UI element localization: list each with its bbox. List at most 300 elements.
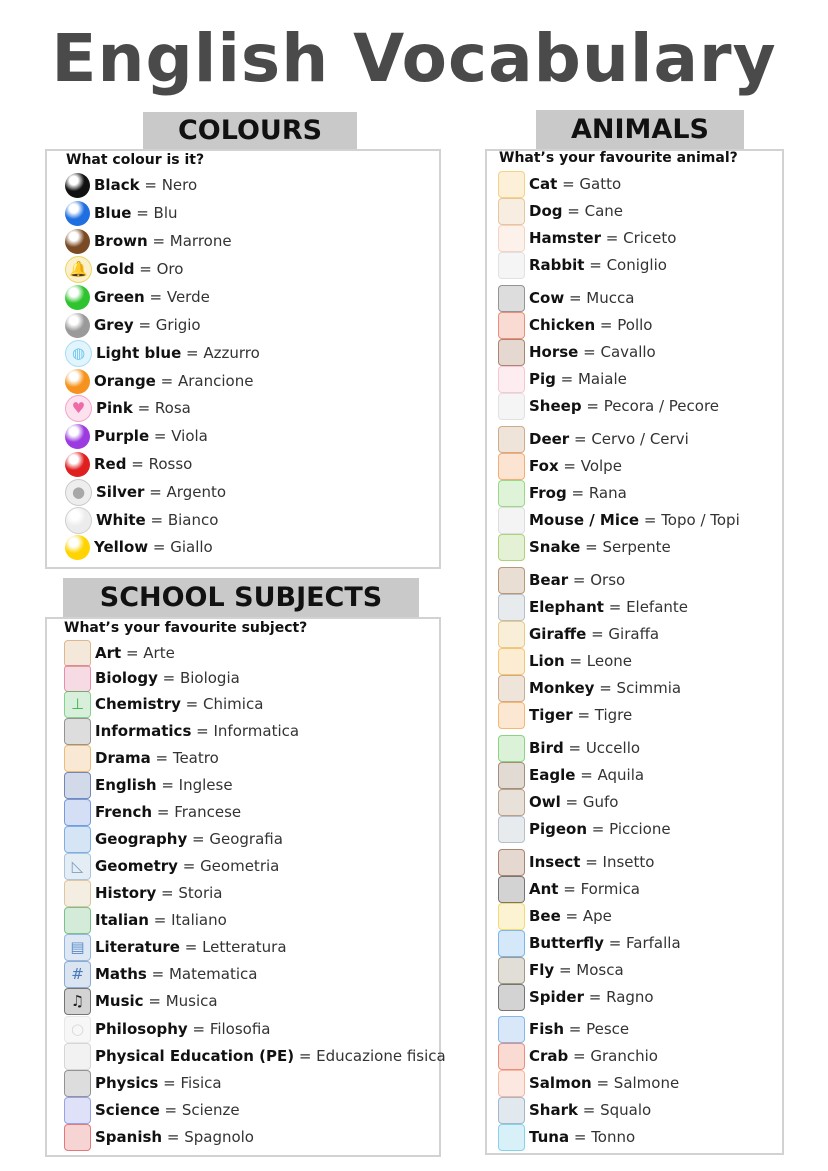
giraffe-icon <box>498 621 525 648</box>
globe-icon: ◍ <box>65 340 92 367</box>
english-word: Cat <box>529 175 558 193</box>
equals-sign: = <box>594 679 617 697</box>
school-row-literature <box>64 934 287 960</box>
bee-icon <box>498 903 525 930</box>
crab-icon <box>498 1043 525 1070</box>
italian-word: Storia <box>178 884 223 902</box>
english-word: Fly <box>529 961 555 979</box>
equals-sign: = <box>584 988 607 1006</box>
cockroach-icon <box>498 849 525 876</box>
italian-word: Serpente <box>602 538 671 556</box>
colours-row-pink <box>65 395 191 421</box>
english-word: Sheep <box>529 397 582 415</box>
animals-row-monkey <box>498 675 681 701</box>
english-word: Eagle <box>529 766 576 784</box>
italian-word: Gufo <box>582 793 619 811</box>
animals-row-owl <box>498 789 618 815</box>
orange-circle-icon <box>65 369 90 394</box>
italian-word: Arte <box>143 644 175 662</box>
equals-sign: = <box>156 884 179 902</box>
animals-row-fly <box>498 957 624 983</box>
equals-sign: = <box>577 1101 601 1119</box>
equals-sign: = <box>155 372 178 390</box>
school-row-physical-education-pe <box>64 1043 446 1069</box>
equals-sign: = <box>587 820 610 838</box>
equals-sign: = <box>131 204 154 222</box>
equals-sign: = <box>603 934 627 952</box>
equals-sign: = <box>569 1128 592 1146</box>
animals-row-horse <box>498 339 656 365</box>
equals-sign: = <box>578 343 601 361</box>
equals-sign: = <box>157 669 180 687</box>
sheep-icon <box>498 393 525 420</box>
school-row-french <box>64 799 241 825</box>
english-word: Horse <box>529 343 579 361</box>
animals-row-shark <box>498 1097 651 1123</box>
equals-sign: = <box>149 427 172 445</box>
equals-sign: = <box>156 776 179 794</box>
blue-circle-icon <box>65 201 90 226</box>
grey-circle-icon <box>65 313 90 338</box>
animals-row-bee <box>498 903 612 929</box>
italian-word: Granchio <box>590 1047 658 1065</box>
equals-sign: = <box>121 644 144 662</box>
animals-row-chicken <box>498 312 652 338</box>
italian-word: Aquila <box>597 766 645 784</box>
spider-icon <box>498 984 525 1011</box>
equals-sign: = <box>591 1074 614 1092</box>
english-word: Light blue <box>96 344 182 362</box>
bear-icon <box>498 567 525 594</box>
equals-sign: = <box>558 880 581 898</box>
italian-word: Ape <box>582 907 612 925</box>
equals-sign: = <box>600 229 624 247</box>
english-word: Elephant <box>529 598 604 616</box>
school-row-art <box>64 640 175 666</box>
italian-word: Filosofia <box>209 1020 271 1038</box>
italian-word: Coniglio <box>606 256 667 274</box>
english-word: Giraffe <box>529 625 587 643</box>
english-word: Bee <box>529 907 561 925</box>
school-row-geography <box>64 826 283 852</box>
italian-word: Gatto <box>579 175 622 193</box>
equals-sign: = <box>191 722 214 740</box>
animals-row-giraffe <box>498 621 659 647</box>
equals-sign: = <box>187 1020 210 1038</box>
eagle-icon <box>498 762 525 789</box>
english-word: Bird <box>529 739 564 757</box>
school-row-physics <box>64 1070 222 1096</box>
equals-sign: = <box>562 202 585 220</box>
test-tube-icon: ⊥ <box>64 691 91 718</box>
purple-circle-icon <box>65 424 90 449</box>
english-word: Yellow <box>94 538 149 556</box>
equals-sign: = <box>139 176 162 194</box>
italian-word: Pesce <box>586 1020 630 1038</box>
colours-row-yellow <box>65 534 213 560</box>
colours-row-light-blue <box>65 340 260 366</box>
red-circle-icon <box>65 452 90 477</box>
animals-row-mouse-mice <box>498 507 740 533</box>
animals-row-snake <box>498 534 671 560</box>
animals-row-lion <box>498 648 632 674</box>
english-word: History <box>95 884 157 902</box>
italian-word: Salmone <box>613 1074 680 1092</box>
english-word: Music <box>95 992 144 1010</box>
italian-word: Elefante <box>626 598 689 616</box>
colours-row-grey <box>65 312 201 338</box>
equals-sign: = <box>595 316 618 334</box>
italian-word: Geometria <box>200 857 280 875</box>
equals-sign: = <box>144 483 167 501</box>
animals-row-bird <box>498 735 640 761</box>
equals-sign: = <box>564 289 587 307</box>
spain-flag-icon <box>64 1124 91 1151</box>
snake-icon <box>498 534 525 561</box>
equals-sign: = <box>575 766 598 784</box>
english-word: Black <box>94 176 140 194</box>
animals-row-hamster <box>498 225 676 251</box>
italy-flag-icon <box>64 907 91 934</box>
school-row-italian <box>64 907 227 933</box>
english-word: Chicken <box>529 316 596 334</box>
equals-sign: = <box>147 232 170 250</box>
number-pad-icon: # <box>64 961 91 988</box>
italian-word: Tonno <box>591 1128 636 1146</box>
italian-word: Informatica <box>213 722 300 740</box>
equals-sign: = <box>126 455 149 473</box>
english-word: Pig <box>529 370 556 388</box>
ant-icon <box>498 876 525 903</box>
black-circle-icon <box>65 173 90 198</box>
italian-word: Teatro <box>172 749 219 767</box>
italian-word: Pollo <box>617 316 653 334</box>
english-word: Informatics <box>95 722 192 740</box>
equals-sign: = <box>144 288 167 306</box>
english-word: Silver <box>96 483 145 501</box>
equals-sign: = <box>177 857 201 875</box>
monkey-icon <box>498 675 525 702</box>
equals-sign: = <box>580 853 603 871</box>
animals-row-spider <box>498 984 654 1010</box>
yellow-circle-icon <box>65 535 90 560</box>
page-title: English Vocabulary <box>51 20 777 97</box>
animals-question: What’s your favourite animal? <box>499 150 738 166</box>
english-word: Crab <box>529 1047 569 1065</box>
english-word: Green <box>94 288 145 306</box>
english-word: Literature <box>95 938 180 956</box>
english-word: Mouse / Mice <box>529 511 640 529</box>
italian-word: Topo / Topi <box>661 511 740 529</box>
school-row-chemistry <box>64 691 263 717</box>
colours-row-red <box>65 451 192 477</box>
palette-icon <box>64 640 91 667</box>
deer-icon <box>498 426 525 453</box>
pigeon-icon <box>498 816 525 843</box>
italian-word: Scimmia <box>616 679 682 697</box>
italian-word: Grigio <box>155 316 201 334</box>
english-word: Owl <box>529 793 561 811</box>
animals-row-deer <box>498 426 689 452</box>
italian-word: Biologia <box>179 669 240 687</box>
owl-icon <box>498 789 525 816</box>
italian-word: Giallo <box>170 538 213 556</box>
equals-sign: = <box>148 538 171 556</box>
italian-word: Scienze <box>181 1101 240 1119</box>
moon-icon: ● <box>65 479 92 506</box>
italian-word: Fisica <box>180 1074 222 1092</box>
cat-icon <box>498 171 525 198</box>
volleyball-icon <box>64 1043 91 1070</box>
animals-row-cat <box>498 171 621 197</box>
italian-word: Azzurro <box>203 344 260 362</box>
brown-circle-icon <box>65 229 90 254</box>
italian-word: Inglese <box>178 776 233 794</box>
school-row-philosophy <box>64 1016 271 1042</box>
english-word: Drama <box>95 749 151 767</box>
italian-word: Geografia <box>209 830 283 848</box>
italian-word: Rosa <box>154 399 191 417</box>
equals-sign: = <box>158 1074 181 1092</box>
theatre-masks-icon <box>64 745 91 772</box>
animals-heading: ANIMALS <box>536 110 744 150</box>
equals-sign: = <box>568 571 591 589</box>
italian-word: Maiale <box>577 370 627 388</box>
equals-sign: = <box>294 1047 317 1065</box>
hamster-icon <box>498 225 525 252</box>
english-word: Grey <box>94 316 134 334</box>
italian-word: Chimica <box>203 695 264 713</box>
english-word: Hamster <box>529 229 601 247</box>
italian-word: Rana <box>588 484 627 502</box>
english-word: Fish <box>529 1020 564 1038</box>
thought-bubble-icon: ○ <box>64 1016 91 1043</box>
english-word: Butterfly <box>529 934 604 952</box>
uk-flag-icon <box>64 772 91 799</box>
school-row-maths <box>64 961 257 987</box>
equals-sign: = <box>564 1020 587 1038</box>
school-row-english <box>64 772 233 798</box>
italian-word: Marrone <box>169 232 232 250</box>
colours-heading: COLOURS <box>143 112 357 150</box>
france-flag-icon <box>64 799 91 826</box>
english-word: Cow <box>529 289 565 307</box>
equals-sign: = <box>564 652 587 670</box>
animals-row-crab <box>498 1043 658 1069</box>
italian-word: Arancione <box>177 372 254 390</box>
school-row-drama <box>64 745 219 771</box>
italian-word: Cervo / Cervi <box>591 430 689 448</box>
english-word: Insect <box>529 853 581 871</box>
pink-heart-icon: ♥ <box>65 395 92 422</box>
italian-word: Criceto <box>623 229 677 247</box>
colours-row-orange <box>65 368 253 394</box>
italian-word: Rosso <box>148 455 193 473</box>
italian-word: Italiano <box>171 911 227 929</box>
italian-word: Verde <box>166 288 210 306</box>
animals-row-bear <box>498 567 625 593</box>
english-word: Tuna <box>529 1128 570 1146</box>
equals-sign: = <box>134 260 157 278</box>
equals-sign: = <box>179 938 203 956</box>
italian-word: Mucca <box>586 289 635 307</box>
animals-row-sheep <box>498 393 719 419</box>
english-word: Art <box>95 644 122 662</box>
equals-sign: = <box>566 484 589 502</box>
italian-word: Giraffa <box>608 625 660 643</box>
school-row-geometry <box>64 853 279 879</box>
english-word: Pink <box>96 399 133 417</box>
english-word: Biology <box>95 669 158 687</box>
horse-icon <box>498 339 525 366</box>
scroll-icon <box>64 880 91 907</box>
english-word: Dog <box>529 202 563 220</box>
english-word: English <box>95 776 157 794</box>
animals-row-salmon <box>498 1070 679 1096</box>
equals-sign: = <box>639 511 662 529</box>
school-subjects-heading: SCHOOL SUBJECTS <box>63 578 419 618</box>
italian-word: Farfalla <box>626 934 681 952</box>
english-word: Ant <box>529 880 559 898</box>
equals-sign: = <box>603 598 627 616</box>
italian-word: Matematica <box>168 965 258 983</box>
animals-row-pig <box>498 366 627 392</box>
open-book-icon: ▤ <box>64 934 91 961</box>
italian-word: Volpe <box>580 457 622 475</box>
english-word: Philosophy <box>95 1020 188 1038</box>
english-word: Purple <box>94 427 150 445</box>
equals-sign: = <box>133 316 156 334</box>
colours-row-white <box>65 507 218 533</box>
equals-sign: = <box>145 511 168 529</box>
dna-icon <box>64 1097 91 1124</box>
mouse-icon <box>498 507 525 534</box>
italian-word: Squalo <box>600 1101 652 1119</box>
equals-sign: = <box>555 370 578 388</box>
animals-row-elephant <box>498 594 688 620</box>
animals-row-rabbit <box>498 252 667 278</box>
animals-row-fish <box>498 1016 629 1042</box>
rabbit-icon <box>498 252 525 279</box>
school-row-music <box>64 988 218 1014</box>
english-word: Lion <box>529 652 565 670</box>
equals-sign: = <box>152 803 175 821</box>
italian-word: Musica <box>165 992 218 1010</box>
equals-sign: = <box>148 911 172 929</box>
english-word: Spider <box>529 988 584 1006</box>
equals-sign: = <box>180 695 204 713</box>
equals-sign: = <box>581 397 604 415</box>
fly-icon <box>498 957 525 984</box>
english-word: Fox <box>529 457 559 475</box>
frog-icon <box>498 480 525 507</box>
equals-sign: = <box>560 793 583 811</box>
colours-row-green <box>65 284 210 310</box>
telescope-icon <box>64 1070 91 1097</box>
english-word: Physical Education (PE) <box>95 1047 295 1065</box>
equals-sign: = <box>586 625 609 643</box>
english-word: Science <box>95 1101 160 1119</box>
english-word: French <box>95 803 153 821</box>
bell-icon: 🔔 <box>65 256 92 283</box>
equals-sign: = <box>572 706 595 724</box>
equals-sign: = <box>159 1101 182 1119</box>
english-word: Bear <box>529 571 569 589</box>
animals-row-ant <box>498 876 640 902</box>
animals-row-dog <box>498 198 623 224</box>
equals-sign: = <box>580 538 603 556</box>
english-word: Italian <box>95 911 149 929</box>
italian-word: Oro <box>156 260 184 278</box>
italian-word: Ragno <box>606 988 654 1006</box>
school-row-spanish <box>64 1124 254 1150</box>
school-subjects-question: What’s your favourite subject? <box>64 620 308 636</box>
equals-sign: = <box>563 739 586 757</box>
italian-word: Spagnolo <box>184 1128 254 1146</box>
italian-word: Nero <box>161 176 198 194</box>
english-word: Brown <box>94 232 148 250</box>
tiger-icon <box>498 702 525 729</box>
shark-icon <box>498 1097 525 1124</box>
english-word: Geometry <box>95 857 178 875</box>
italian-word: Formica <box>580 880 640 898</box>
equals-sign: = <box>143 992 166 1010</box>
italian-word: Mosca <box>576 961 624 979</box>
equals-sign: = <box>554 961 577 979</box>
animals-row-cow <box>498 285 634 311</box>
english-word: Orange <box>94 372 156 390</box>
animals-row-tuna <box>498 1124 635 1150</box>
butterfly-icon <box>498 930 525 957</box>
animals-row-pigeon <box>498 816 671 842</box>
italian-word: Piccione <box>609 820 671 838</box>
earth-globe-icon <box>64 826 91 853</box>
fish-icon <box>498 1016 525 1043</box>
tropical-fish-icon <box>498 1124 525 1151</box>
colours-row-purple <box>65 423 208 449</box>
italian-word: Letteratura <box>202 938 287 956</box>
white-circle-icon <box>65 507 92 534</box>
equals-sign: = <box>568 1047 591 1065</box>
colours-row-black <box>65 172 197 198</box>
fox-icon <box>498 453 525 480</box>
triangle-ruler-icon: ◺ <box>64 853 91 880</box>
equals-sign: = <box>132 399 155 417</box>
italian-word: Cavallo <box>600 343 656 361</box>
equals-sign: = <box>560 907 583 925</box>
equals-sign: = <box>146 965 169 983</box>
laptop-icon <box>64 718 91 745</box>
green-circle-icon <box>65 285 90 310</box>
school-row-history <box>64 880 223 906</box>
english-word: Red <box>94 455 127 473</box>
school-row-science <box>64 1097 240 1123</box>
colours-row-silver <box>65 479 226 505</box>
english-word: Monkey <box>529 679 595 697</box>
italian-word: Insetto <box>602 853 655 871</box>
chicken-icon <box>498 312 525 339</box>
english-word: Spanish <box>95 1128 163 1146</box>
equals-sign: = <box>187 830 210 848</box>
animals-row-tiger <box>498 702 632 728</box>
music-notes-icon: ♫ <box>64 988 91 1015</box>
school-row-informatics <box>64 718 299 744</box>
english-word: Maths <box>95 965 147 983</box>
colours-question: What colour is it? <box>66 152 205 168</box>
animals-row-frog <box>498 480 627 506</box>
equals-sign: = <box>150 749 173 767</box>
english-word: Physics <box>95 1074 159 1092</box>
